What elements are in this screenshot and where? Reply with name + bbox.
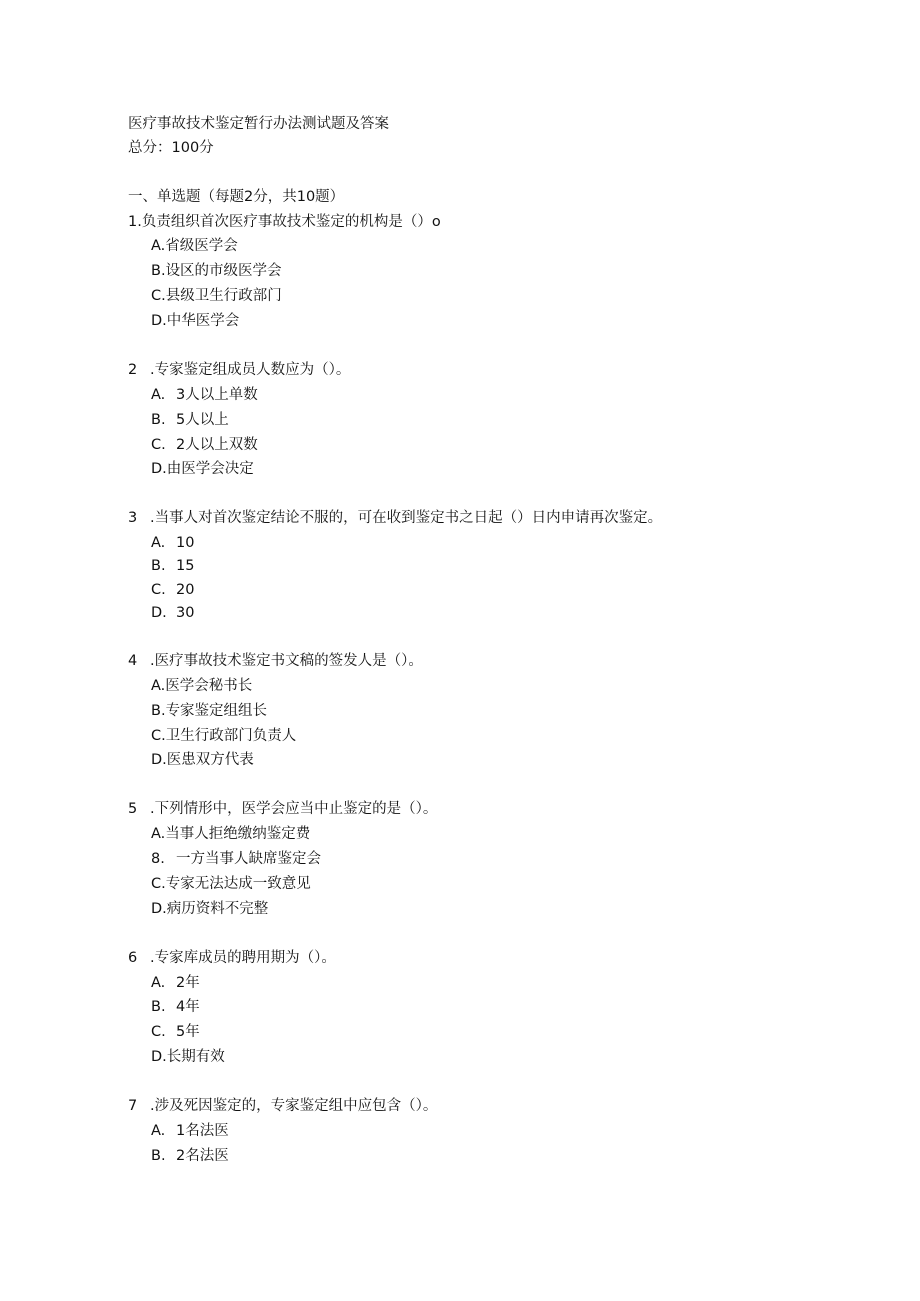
option-5c (151, 875, 311, 893)
option-text: 省级医学会 (165, 238, 238, 254)
question-number: 4 (128, 653, 138, 669)
option-text: 10 (176, 535, 195, 551)
option-4b (151, 702, 267, 720)
option-letter: D. (151, 461, 167, 477)
question-3 (128, 509, 662, 527)
option-text: 医学会秘书长 (165, 678, 253, 694)
question-7 (128, 1097, 437, 1115)
section-heading: 一、单选题（每题2分，共10题） (128, 189, 345, 205)
option-text: 卫生行政部门负责人 (165, 728, 297, 744)
option-letter: B. (151, 558, 166, 574)
question-number: 3 (128, 510, 138, 526)
option-text: 2年 (176, 975, 200, 991)
option-letter: B. (151, 263, 166, 279)
option-text: 长期有效 (166, 1049, 225, 1065)
option-7b (151, 1147, 229, 1165)
option-2b (151, 411, 229, 429)
question-text: .医疗事故技术鉴定书文稿的签发人是（）。 (150, 653, 423, 669)
option-letter: A. (151, 826, 166, 842)
option-letter: A. (151, 238, 166, 254)
option-text: 病历资料不完整 (166, 901, 269, 917)
option-text: 由医学会决定 (166, 461, 254, 477)
option-letter: D. (151, 1049, 167, 1065)
question-4 (128, 652, 423, 670)
question-text: .涉及死因鉴定的，专家鉴定组中应包含（）。 (150, 1098, 438, 1114)
option-letter: C. (151, 288, 166, 304)
option-text: 5人以上 (176, 412, 229, 428)
option-5b (151, 850, 321, 868)
option-letter: C. (151, 582, 166, 598)
question-number: 2 (128, 362, 138, 378)
option-letter: 8. (151, 851, 165, 867)
option-1d (151, 312, 239, 330)
question-number: 1. (128, 214, 142, 230)
total-score: 总分：100分 (128, 140, 214, 156)
option-letter: D. (151, 752, 167, 768)
question-text: 负责组织首次医疗事故技术鉴定的机构是（）o (141, 214, 441, 230)
option-text: 医患双方代表 (166, 752, 254, 768)
option-letter: D. (151, 605, 167, 621)
option-letter: A. (151, 387, 166, 403)
option-letter: D. (151, 901, 167, 917)
option-letter: A. (151, 535, 166, 551)
option-letter: B. (151, 999, 166, 1015)
option-letter: D. (151, 313, 167, 329)
question-text: .当事人对首次鉴定结论不服的，可在收到鉴定书之日起（）日内申请再次鉴定。 (150, 510, 663, 526)
option-text: 当事人拒绝缴纳鉴定费 (165, 826, 311, 842)
option-2a (151, 386, 258, 404)
option-4d (151, 751, 254, 769)
option-letter: C. (151, 437, 166, 453)
option-4a (151, 677, 252, 695)
option-text: 专家鉴定组组长 (165, 703, 268, 719)
option-text: 中华医学会 (166, 313, 240, 329)
option-text: 一方当事人缺席鉴定会 (176, 851, 321, 867)
option-text: 2人以上双数 (176, 437, 258, 453)
option-letter: A. (151, 678, 166, 694)
option-letter: C. (151, 1024, 166, 1040)
option-6b (151, 998, 200, 1016)
question-2 (128, 361, 350, 379)
option-3a (151, 534, 194, 552)
option-text: 专家无法达成一致意见 (165, 876, 311, 892)
option-text: 20 (176, 582, 195, 598)
option-4c (151, 727, 296, 745)
option-2d (151, 460, 254, 478)
option-letter: B. (151, 1148, 166, 1164)
option-letter: B. (151, 703, 166, 719)
question-5 (128, 800, 437, 818)
question-1 (128, 213, 441, 231)
option-text: 1名法医 (176, 1123, 229, 1139)
option-1c (151, 287, 282, 305)
option-text: 2名法医 (176, 1148, 229, 1164)
option-1a (151, 237, 238, 255)
question-text: .专家库成员的聘用期为（）。 (150, 950, 336, 966)
option-2c (151, 436, 258, 454)
option-3b (151, 557, 194, 575)
option-text: 设区的市级医学会 (165, 263, 282, 279)
option-letter: A. (151, 975, 166, 991)
option-1b (151, 262, 282, 280)
option-text: 3人以上单数 (176, 387, 258, 403)
option-text: 4年 (176, 999, 200, 1015)
question-text: .专家鉴定组成员人数应为（）。 (150, 362, 351, 378)
option-5d (151, 900, 268, 918)
option-text: 县级卫生行政部门 (165, 288, 282, 304)
option-letter: C. (151, 876, 166, 892)
option-6d (151, 1048, 225, 1066)
option-letter: A. (151, 1123, 166, 1139)
question-number: 5 (128, 801, 138, 817)
option-6c (151, 1023, 200, 1041)
option-letter: B. (151, 412, 166, 428)
option-text: 30 (176, 605, 195, 621)
question-number: 7 (128, 1098, 138, 1114)
question-text: .下列情形中，医学会应当中止鉴定的是（）。 (150, 801, 438, 817)
document-title: 医疗事故技术鉴定暂行办法测试题及答案 (128, 116, 389, 132)
question-number: 6 (128, 950, 138, 966)
option-3c (151, 581, 194, 599)
option-letter: C. (151, 728, 166, 744)
question-6 (128, 949, 336, 967)
option-6a (151, 974, 200, 992)
option-5a (151, 825, 310, 843)
option-text: 15 (176, 558, 195, 574)
option-7a (151, 1122, 229, 1140)
option-3d (151, 604, 194, 622)
option-text: 5年 (176, 1024, 200, 1040)
